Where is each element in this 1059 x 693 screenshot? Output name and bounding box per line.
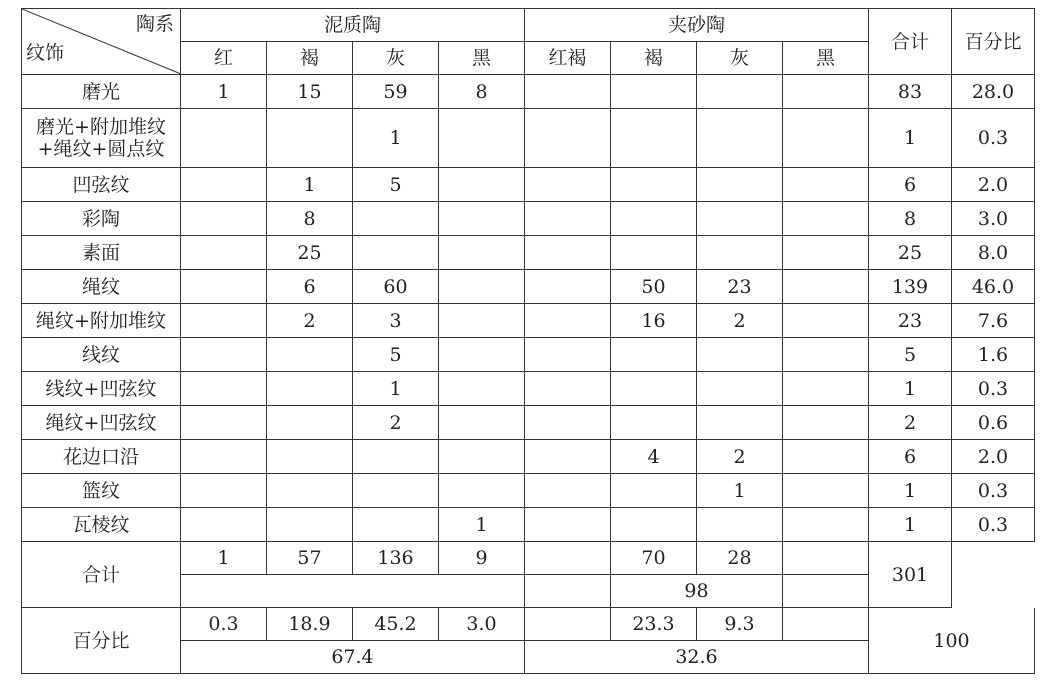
table-cell xyxy=(611,202,697,236)
table-cell: 15 xyxy=(267,75,353,109)
table-cell xyxy=(783,270,869,304)
table-cell xyxy=(439,372,525,406)
group-header-jiasha: 夹砂陶 xyxy=(525,9,869,42)
table-cell xyxy=(525,338,611,372)
table-cell xyxy=(267,508,353,542)
table-cell xyxy=(439,168,525,202)
table-cell xyxy=(783,508,869,542)
table-cell xyxy=(783,75,869,109)
table-cell xyxy=(697,338,783,372)
table-cell xyxy=(525,608,611,641)
row-percent: 0.6 xyxy=(952,406,1035,440)
table-row xyxy=(22,474,1035,508)
table-cell xyxy=(783,202,869,236)
row-percent: 7.6 xyxy=(952,304,1035,338)
table-cell xyxy=(697,168,783,202)
table-cell xyxy=(181,109,267,168)
col-header: 灰 xyxy=(353,42,439,75)
table-cell xyxy=(697,109,783,168)
table-row xyxy=(22,236,1035,270)
table-cell xyxy=(525,270,611,304)
table-cell: 1 xyxy=(439,508,525,542)
table-cell: 2 xyxy=(267,304,353,338)
table-cell: 23 xyxy=(697,270,783,304)
table-cell xyxy=(267,406,353,440)
pottery-decoration-table xyxy=(21,8,1035,674)
table-cell xyxy=(353,202,439,236)
table-cell xyxy=(611,508,697,542)
table-cell xyxy=(611,372,697,406)
table-cell xyxy=(783,338,869,372)
nizhi-subtotal-empty xyxy=(181,575,525,608)
table-cell xyxy=(525,508,611,542)
table-cell xyxy=(181,440,267,474)
row-percent: 28.0 xyxy=(952,75,1035,109)
table-cell: 18.9 xyxy=(267,608,353,641)
table-cell xyxy=(525,474,611,508)
row-label: 篮纹 xyxy=(22,474,181,508)
table-cell xyxy=(267,440,353,474)
row-percent: 0.3 xyxy=(952,109,1035,168)
row-total: 25 xyxy=(869,236,952,270)
data-rows xyxy=(22,75,1035,542)
total-row-values xyxy=(22,542,1035,575)
row-percent: 2.0 xyxy=(952,168,1035,202)
table-cell xyxy=(783,608,869,641)
row-total: 6 xyxy=(869,168,952,202)
total-header: 合计 xyxy=(869,9,952,75)
table-cell xyxy=(697,372,783,406)
table-cell xyxy=(525,236,611,270)
col-header: 褐 xyxy=(267,42,353,75)
row-total: 139 xyxy=(869,270,952,304)
table-cell xyxy=(525,406,611,440)
table-cell xyxy=(697,236,783,270)
total-row-label: 合计 xyxy=(22,542,181,608)
table-cell: 2 xyxy=(353,406,439,440)
nizhi-percent-subtotal: 67.4 xyxy=(181,641,525,674)
table-cell xyxy=(697,508,783,542)
table-cell xyxy=(525,202,611,236)
jiasha-subtotal-cell: 98 xyxy=(611,575,783,608)
row-percent: 2.0 xyxy=(952,440,1035,474)
row-label: 磨光+附加堆纹 +绳纹+圆点纹 xyxy=(22,109,181,168)
table-cell xyxy=(611,168,697,202)
row-label: 绳纹+附加堆纹 xyxy=(22,304,181,338)
table-cell xyxy=(353,440,439,474)
table-cell xyxy=(181,474,267,508)
table-cell xyxy=(525,542,611,575)
row-percent: 0.3 xyxy=(952,508,1035,542)
table-cell xyxy=(611,406,697,440)
table-cell xyxy=(697,406,783,440)
row-label: 瓦棱纹 xyxy=(22,508,181,542)
table-row xyxy=(22,304,1035,338)
col-header: 黑 xyxy=(439,42,525,75)
header-row-1 xyxy=(22,9,1035,42)
table-cell xyxy=(181,270,267,304)
table-cell: 1 xyxy=(697,474,783,508)
row-label: 花边口沿 xyxy=(22,440,181,474)
table-cell: 70 xyxy=(611,542,697,575)
group-header-nizhi: 泥质陶 xyxy=(181,9,525,42)
table-row xyxy=(22,508,1035,542)
row-percent: 46.0 xyxy=(952,270,1035,304)
row-total: 23 xyxy=(869,304,952,338)
table-cell: 16 xyxy=(611,304,697,338)
table-row xyxy=(22,440,1035,474)
table-row xyxy=(22,406,1035,440)
col-header: 黑 xyxy=(783,42,869,75)
table-cell: 4 xyxy=(611,440,697,474)
table-cell xyxy=(525,75,611,109)
table-cell xyxy=(267,109,353,168)
table-cell xyxy=(439,474,525,508)
table-cell xyxy=(783,406,869,440)
table-cell: 1 xyxy=(267,168,353,202)
row-label: 线纹 xyxy=(22,338,181,372)
table-cell xyxy=(181,236,267,270)
table-cell xyxy=(611,474,697,508)
row-percent: 8.0 xyxy=(952,236,1035,270)
table-cell: 9 xyxy=(439,542,525,575)
row-total: 1 xyxy=(869,474,952,508)
row-percent: 0.3 xyxy=(952,372,1035,406)
table-cell xyxy=(783,109,869,168)
row-total: 1 xyxy=(869,109,952,168)
table-cell xyxy=(353,474,439,508)
row-total: 83 xyxy=(869,75,952,109)
table-cell: 60 xyxy=(353,270,439,304)
table-cell: 50 xyxy=(611,270,697,304)
corner-bottom-label: 纹饰 xyxy=(26,42,65,64)
percent-row-values xyxy=(22,608,1035,641)
table-cell: 59 xyxy=(353,75,439,109)
table-cell: 1 xyxy=(181,75,267,109)
table-cell xyxy=(181,202,267,236)
row-percent: 0.3 xyxy=(952,474,1035,508)
percent-row-label: 百分比 xyxy=(22,608,181,674)
table-cell xyxy=(439,304,525,338)
table-cell xyxy=(611,338,697,372)
table-cell xyxy=(783,474,869,508)
table-cell xyxy=(611,109,697,168)
table-cell xyxy=(783,542,869,575)
table-cell: 2 xyxy=(697,440,783,474)
percent-header: 百分比 xyxy=(952,9,1035,75)
table-cell xyxy=(525,168,611,202)
table-cell: 45.2 xyxy=(353,608,439,641)
row-label: 素面 xyxy=(22,236,181,270)
table-cell xyxy=(783,236,869,270)
table-cell xyxy=(181,304,267,338)
table-cell xyxy=(783,372,869,406)
table-cell xyxy=(181,338,267,372)
corner-top-label: 陶系 xyxy=(135,13,174,35)
row-label: 彩陶 xyxy=(22,202,181,236)
row-total: 6 xyxy=(869,440,952,474)
table-cell: 1 xyxy=(353,109,439,168)
jiasha-percent-subtotal: 32.6 xyxy=(525,641,869,674)
col-header: 褐 xyxy=(611,42,697,75)
table-cell: 5 xyxy=(353,338,439,372)
col-header: 灰 xyxy=(697,42,783,75)
table-cell: 6 xyxy=(267,270,353,304)
table-row xyxy=(22,168,1035,202)
table-cell xyxy=(783,440,869,474)
table-cell xyxy=(783,575,869,608)
row-total: 1 xyxy=(869,372,952,406)
row-label: 线纹+凹弦纹 xyxy=(22,372,181,406)
table-cell xyxy=(783,168,869,202)
table-cell: 23.3 xyxy=(611,608,697,641)
row-label: 绳纹+凹弦纹 xyxy=(22,406,181,440)
table-cell xyxy=(525,575,611,608)
empty-cell xyxy=(952,542,1035,608)
corner-header-cell xyxy=(22,9,181,75)
table-cell xyxy=(439,202,525,236)
table-cell xyxy=(439,270,525,304)
table-cell xyxy=(181,372,267,406)
table-row xyxy=(22,372,1035,406)
table-cell: 3 xyxy=(353,304,439,338)
table-cell xyxy=(267,372,353,406)
table-cell xyxy=(181,508,267,542)
table-row xyxy=(22,109,1035,168)
col-header: 红 xyxy=(181,42,267,75)
row-total: 5 xyxy=(869,338,952,372)
table-cell: 2 xyxy=(697,304,783,338)
table-cell: 8 xyxy=(267,202,353,236)
table-cell xyxy=(439,109,525,168)
table-cell: 136 xyxy=(353,542,439,575)
percent-grand-total: 100 xyxy=(869,608,1035,674)
table-cell xyxy=(353,236,439,270)
table-cell: 9.3 xyxy=(697,608,783,641)
table-cell xyxy=(267,474,353,508)
table-row xyxy=(22,75,1035,109)
table-cell: 1 xyxy=(353,372,439,406)
table-cell xyxy=(439,236,525,270)
table-cell xyxy=(439,440,525,474)
row-label: 磨光 xyxy=(22,75,181,109)
table-cell: 25 xyxy=(267,236,353,270)
row-label: 绳纹 xyxy=(22,270,181,304)
table-cell xyxy=(439,406,525,440)
table-cell xyxy=(525,440,611,474)
table-row xyxy=(22,338,1035,372)
table-cell xyxy=(181,406,267,440)
table-cell: 8 xyxy=(439,75,525,109)
row-label: 凹弦纹 xyxy=(22,168,181,202)
row-total: 8 xyxy=(869,202,952,236)
table-cell: 57 xyxy=(267,542,353,575)
table-cell xyxy=(697,202,783,236)
row-percent: 3.0 xyxy=(952,202,1035,236)
table-cell xyxy=(611,75,697,109)
table-cell xyxy=(525,372,611,406)
table-row xyxy=(22,202,1035,236)
table-cell: 28 xyxy=(697,542,783,575)
col-header: 红褐 xyxy=(525,42,611,75)
row-total: 1 xyxy=(869,508,952,542)
table-cell: 3.0 xyxy=(439,608,525,641)
table-cell xyxy=(267,338,353,372)
table-cell xyxy=(439,338,525,372)
table-row xyxy=(22,270,1035,304)
table-cell: 1 xyxy=(181,542,267,575)
table-cell xyxy=(353,508,439,542)
row-percent: 1.6 xyxy=(952,338,1035,372)
table-cell xyxy=(611,236,697,270)
table-cell xyxy=(181,168,267,202)
table-cell xyxy=(697,75,783,109)
grand-total-cell: 301 xyxy=(869,542,952,608)
table-cell: 5 xyxy=(353,168,439,202)
table-cell: 0.3 xyxy=(181,608,267,641)
table-cell xyxy=(525,109,611,168)
table-cell xyxy=(525,304,611,338)
table-cell xyxy=(783,304,869,338)
row-total: 2 xyxy=(869,406,952,440)
